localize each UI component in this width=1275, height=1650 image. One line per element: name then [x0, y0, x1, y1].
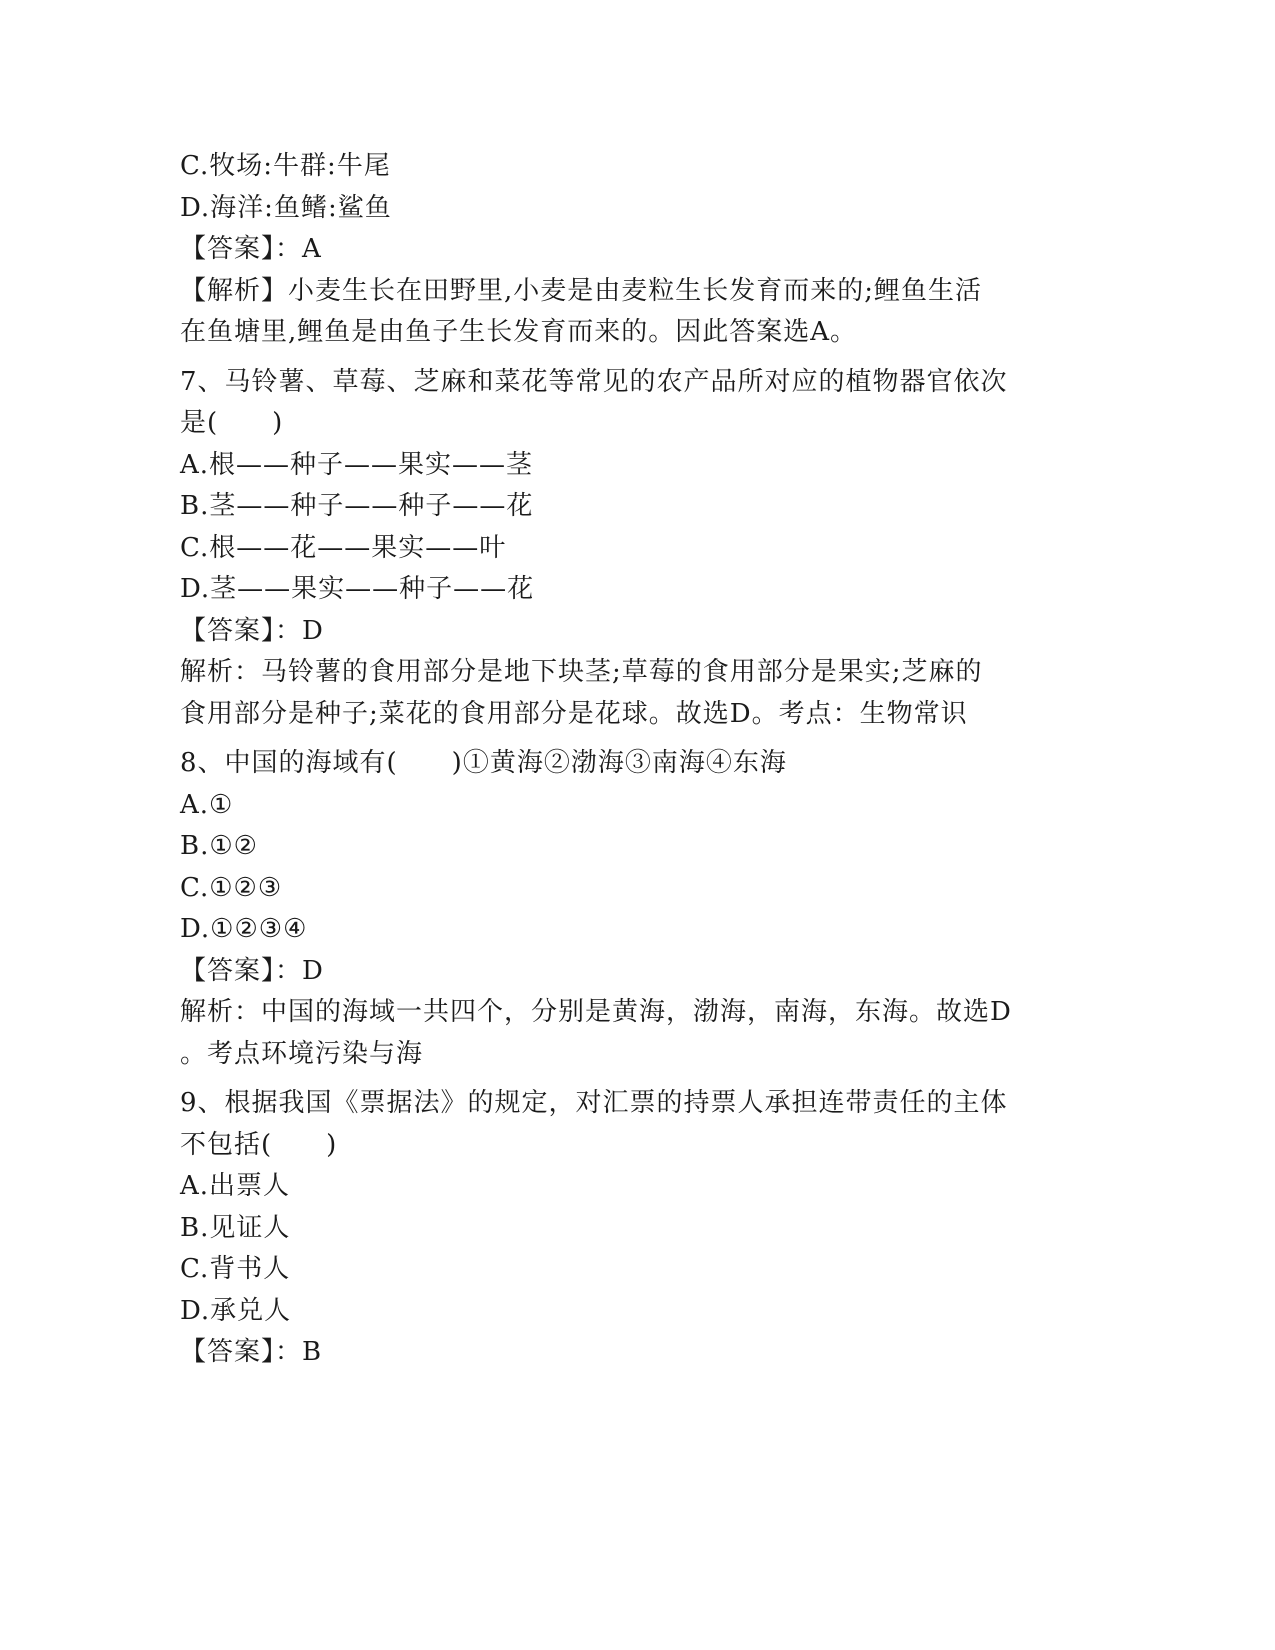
option-a: A.根——种子——果实——茎	[180, 449, 534, 480]
analysis-line: 解析：中国的海域一共四个，分别是黄海，渤海，南海，东海。故选D	[180, 997, 1012, 1027]
analysis-line: 食用部分是种子;菜花的食用部分是花球。故选D。考点：生物常识	[180, 698, 968, 729]
option-c: C.①②③	[180, 872, 283, 903]
question-stem: 9、根据我国《票据法》的规定，对汇票的持票人承担连带责任的主体	[180, 1088, 1008, 1118]
answer-line: 【答案】：D	[180, 955, 324, 986]
option-d: D.海洋:鱼鳍:鲨鱼	[180, 192, 392, 223]
question-stem: 8、中国的海域有( )①黄海②渤海③南海④东海	[180, 748, 787, 778]
analysis-line: 。考点环境污染与海	[180, 1038, 424, 1069]
option-d: D.茎——果实——种子——花	[180, 574, 535, 604]
option-a: A.出票人	[180, 1171, 291, 1201]
option-a: A.①	[180, 789, 234, 820]
answer-line: 【答案】：B	[180, 1337, 323, 1367]
option-c: C.牧场:牛群:牛尾	[180, 151, 391, 181]
option-b: B.茎——种子——种子——花	[180, 491, 534, 521]
question-6-tail	[180, 146, 1080, 354]
option-c: C.根——花——果实——叶	[180, 532, 507, 563]
analysis-line: 【解析】小麦生长在田野里,小麦是由麦粒生长发育而来的;鲤鱼生活	[180, 275, 983, 306]
option-d: D.承兑人	[180, 1295, 292, 1326]
option-b: B.①②	[180, 831, 258, 861]
analysis-line: 解析：马铃薯的食用部分是地下块茎;草莓的食用部分是果实;芝麻的	[180, 657, 983, 687]
question-9	[180, 1083, 1080, 1374]
answer-line: 【答案】：A	[180, 234, 322, 264]
answer-line: 【答案】：D	[180, 615, 324, 646]
option-d: D.①②③④	[180, 914, 308, 944]
question-8	[180, 743, 1080, 1075]
document-page	[180, 146, 1080, 1374]
question-stem: 不包括( )	[180, 1129, 338, 1160]
option-b: B.见证人	[180, 1212, 291, 1243]
analysis-line: 在鱼塘里,鲤鱼是由鱼子生长发育而来的。因此答案选A。	[180, 317, 858, 347]
question-stem: 是( )	[180, 408, 284, 438]
option-c: C.背书人	[180, 1254, 291, 1284]
question-stem: 7、马铃薯、草莓、芝麻和菜花等常见的农产品所对应的植物器官依次	[180, 366, 1008, 397]
question-7	[180, 362, 1080, 736]
